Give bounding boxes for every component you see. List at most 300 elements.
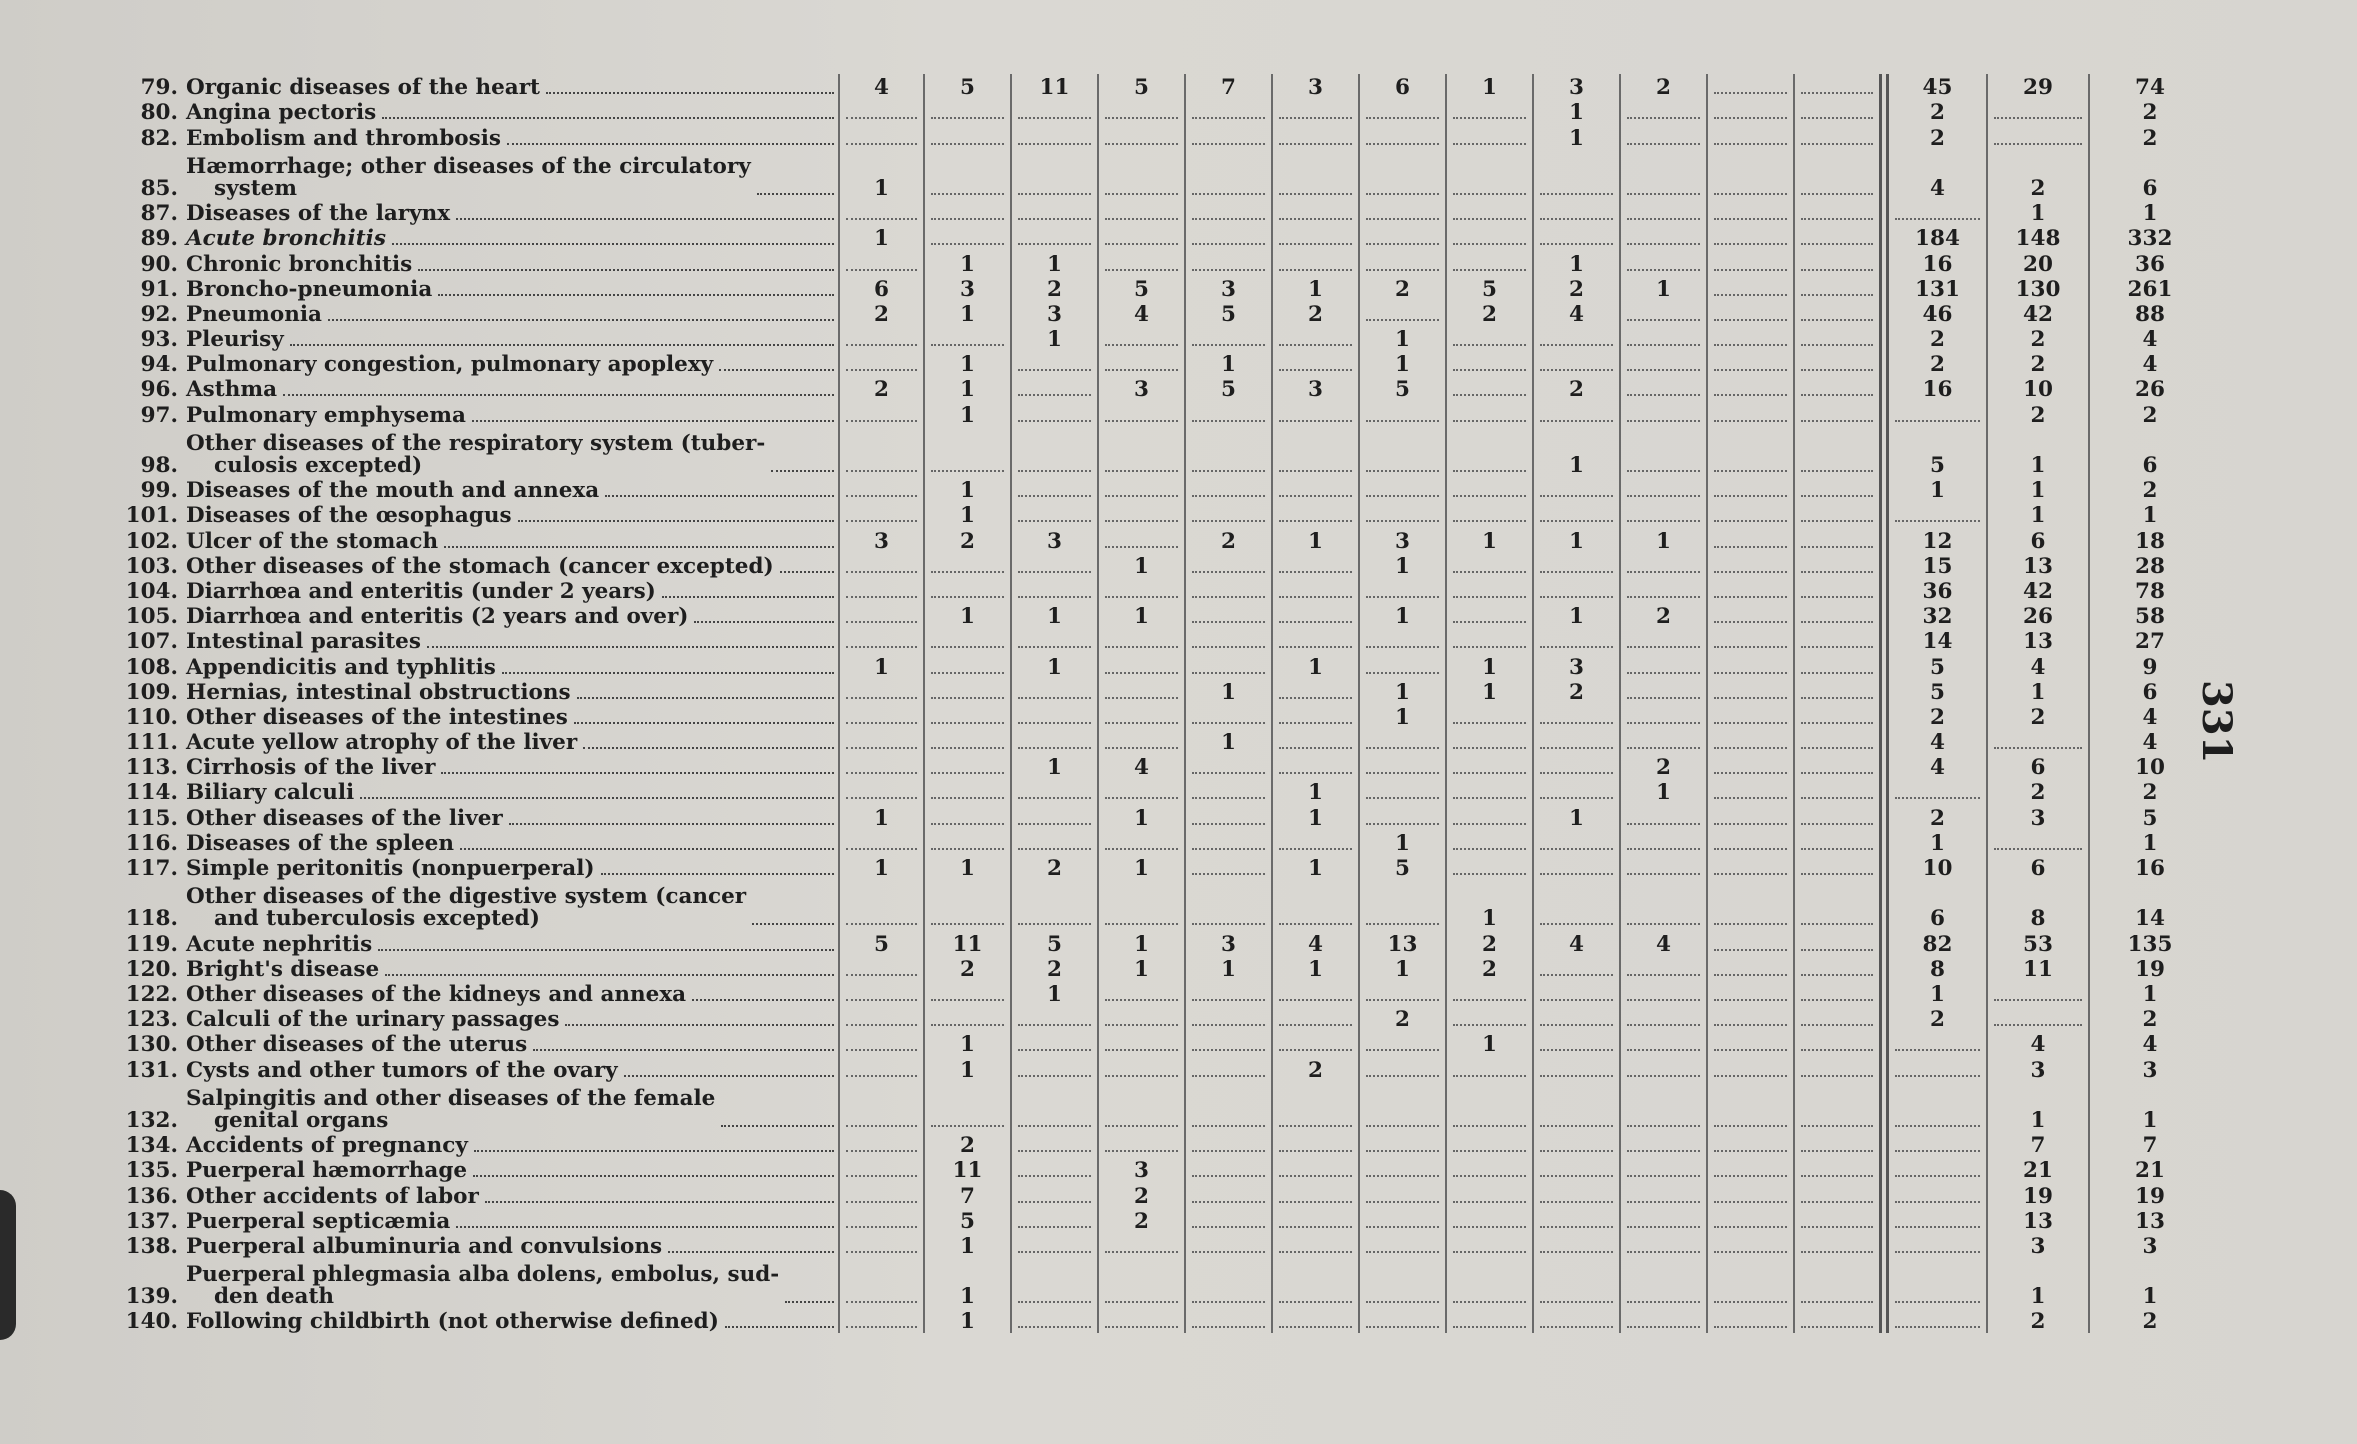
value-cell <box>1099 704 1186 729</box>
value-cell <box>1795 1182 1882 1207</box>
value-cell <box>1186 1308 1273 1333</box>
value-cell: 1 <box>1447 679 1534 704</box>
total-cell: 3 <box>1988 1233 2090 1258</box>
value-cell <box>1795 74 1882 99</box>
value-cell: 5 <box>1099 74 1186 99</box>
table-row <box>120 427 2210 477</box>
value-cell: 1 <box>925 855 1012 880</box>
cause-label <box>178 77 540 99</box>
total-cell: 4 <box>1886 150 1988 200</box>
cause-text: Calculi of the urinary passages <box>186 1009 560 1032</box>
value-cell: 2 <box>1099 1208 1186 1233</box>
value-cell <box>925 779 1012 804</box>
total-cell: 2 <box>1988 326 2090 351</box>
value-cell <box>838 1031 925 1056</box>
dot-leader <box>418 269 834 271</box>
value-cell <box>1795 124 1882 149</box>
dot-leader <box>328 319 834 321</box>
cause-label <box>178 1311 719 1333</box>
value-cell <box>1621 1308 1708 1333</box>
value-cell <box>1099 830 1186 855</box>
value-cell: 1 <box>1012 653 1099 678</box>
total-cell: 8 <box>1886 956 1988 981</box>
value-cell: 1 <box>838 653 925 678</box>
value-cell <box>1795 276 1882 301</box>
total-cell: 28 <box>2135 553 2165 579</box>
value-cell <box>1795 250 1882 275</box>
cause-label <box>178 304 322 326</box>
value-cells <box>838 1182 2210 1207</box>
value-cell: 2 <box>1273 301 1360 326</box>
total-cell: 88 <box>2135 301 2165 327</box>
total-cell: 131 <box>1886 276 1988 301</box>
value-cell <box>1099 729 1186 754</box>
cause-number: 111. <box>125 732 178 755</box>
value-cell <box>1534 855 1621 880</box>
value-cell <box>1186 225 1273 250</box>
value-cell: 3 <box>1099 376 1186 401</box>
table-row <box>120 1157 2210 1182</box>
value-cell <box>1273 99 1360 124</box>
value-cell <box>1012 1308 1099 1333</box>
value-cell <box>1621 1182 1708 1207</box>
value-cell <box>838 124 925 149</box>
value-cell: 1 <box>925 502 1012 527</box>
value-cell <box>1186 981 1273 1006</box>
value-cells <box>838 1082 2210 1132</box>
value-cell: 1 <box>1012 326 1099 351</box>
dot-leader <box>692 999 834 1001</box>
total-cell <box>1886 1082 1988 1132</box>
value-cell: 13 <box>1360 930 1447 955</box>
total-cell: 21 <box>1988 1157 2090 1182</box>
value-cell <box>1360 1182 1447 1207</box>
value-cell <box>1273 401 1360 426</box>
cause-number: 103. <box>125 555 178 578</box>
value-cell <box>1273 1208 1360 1233</box>
cause-text: Other diseases of the stomach (cancer excepted) <box>186 555 774 578</box>
value-cell <box>925 704 1012 729</box>
cause-number: 80. <box>140 102 178 125</box>
cause-number: 92. <box>140 303 178 326</box>
total-cell: 2 <box>1886 99 1988 124</box>
value-cell <box>1360 200 1447 225</box>
value-cell: 2 <box>1447 930 1534 955</box>
value-cell <box>1795 754 1882 779</box>
value-cell <box>1447 225 1534 250</box>
value-cell <box>925 830 1012 855</box>
value-cell <box>1273 830 1360 855</box>
value-cell: 2 <box>1186 527 1273 552</box>
total-cell: 2 <box>1988 704 2090 729</box>
value-cell <box>1534 1132 1621 1157</box>
total-cell: 19 <box>1988 1182 2090 1207</box>
value-cell <box>1099 225 1186 250</box>
total-cell: 10 <box>1886 855 1988 880</box>
total-cell: 14 <box>2135 906 2165 932</box>
total-cell: 26 <box>1988 603 2090 628</box>
value-cell <box>838 679 925 704</box>
cause-cell <box>120 833 838 855</box>
dot-leader <box>509 823 834 825</box>
value-cell <box>1447 830 1534 855</box>
value-cell <box>1186 124 1273 149</box>
cause-number: 113. <box>125 757 178 780</box>
value-cell: 2 <box>1099 1182 1186 1207</box>
value-cell <box>1621 1208 1708 1233</box>
cause-number: 105. <box>125 606 178 629</box>
value-cell: 5 <box>838 930 925 955</box>
value-cell <box>1360 99 1447 124</box>
cause-cell <box>120 1264 838 1308</box>
value-cell: 1 <box>1186 956 1273 981</box>
cause-text: Puerperal septicæmia <box>186 1210 451 1233</box>
value-cell <box>838 1006 925 1031</box>
total-cell: 4 <box>1988 1031 2090 1056</box>
value-cell <box>1360 401 1447 426</box>
value-cell <box>838 99 925 124</box>
cause-label <box>178 657 496 679</box>
value-cell: 6 <box>838 276 925 301</box>
total-cell: 6 <box>1988 855 2090 880</box>
total-cell: 36 <box>2135 251 2165 277</box>
table-row <box>120 603 2210 628</box>
cause-text: Other diseases of the kidneys and annexa <box>186 983 687 1006</box>
cause-label <box>178 329 284 351</box>
value-cell <box>1012 477 1099 502</box>
total-cell: 16 <box>2135 856 2165 882</box>
total-cell: 1 <box>2142 1107 2158 1133</box>
value-cell <box>925 578 1012 603</box>
value-cell <box>1447 427 1534 477</box>
value-cell <box>1447 1258 1534 1308</box>
total-cell: 130 <box>1988 276 2090 301</box>
value-cell <box>1795 1132 1882 1157</box>
value-cell <box>838 578 925 603</box>
table-row <box>120 527 2210 552</box>
value-cell <box>1534 1031 1621 1056</box>
value-cells <box>838 679 2210 704</box>
dot-leader <box>624 1075 834 1077</box>
total-cell: 1 <box>2142 1284 2158 1310</box>
table-row <box>120 301 2210 326</box>
value-cell <box>1795 729 1882 754</box>
value-cell <box>1186 754 1273 779</box>
total-cell: 3 <box>1988 804 2090 829</box>
value-cell <box>1708 250 1795 275</box>
value-cell <box>925 150 1012 200</box>
cause-cell <box>120 1034 838 1056</box>
dot-leader <box>577 697 834 699</box>
cause-label <box>178 581 656 603</box>
value-cell <box>1621 376 1708 401</box>
value-cell <box>1534 326 1621 351</box>
value-cell: 1 <box>1012 250 1099 275</box>
value-cell: 1 <box>1360 679 1447 704</box>
cause-text-continued: system <box>214 175 298 200</box>
total-cell: 4 <box>1886 729 1988 754</box>
table-row <box>120 1031 2210 1056</box>
value-cell: 5 <box>1186 376 1273 401</box>
value-cell <box>1012 1233 1099 1258</box>
value-cell <box>838 401 925 426</box>
value-cells <box>838 200 2210 225</box>
total-cell: 14 <box>1886 628 1988 653</box>
total-cell: 19 <box>2135 956 2165 982</box>
value-cell <box>1273 502 1360 527</box>
total-cell: 74 <box>2135 75 2165 101</box>
value-cell: 1 <box>1360 603 1447 628</box>
value-cells <box>838 1056 2210 1081</box>
value-cell <box>1708 830 1795 855</box>
value-cell <box>1360 1031 1447 1056</box>
total-cell: 2 <box>1886 704 1988 729</box>
value-cell <box>1708 729 1795 754</box>
value-cell <box>1099 1056 1186 1081</box>
value-cell: 1 <box>925 250 1012 275</box>
value-cell <box>1534 880 1621 930</box>
value-cell <box>1708 804 1795 829</box>
value-cell <box>1012 1031 1099 1056</box>
total-cell: 8 <box>1988 880 2090 930</box>
total-cell: 6 <box>2142 175 2158 201</box>
value-cell <box>838 1182 925 1207</box>
total-cell: 32 <box>1886 603 1988 628</box>
value-cell <box>838 1233 925 1258</box>
total-cell: 11 <box>1988 956 2090 981</box>
cause-text: Cysts and other tumors of the ovary <box>186 1059 618 1082</box>
cause-text: Pulmonary emphysema <box>186 404 466 427</box>
total-cell <box>1988 99 2090 124</box>
value-cell <box>1273 427 1360 477</box>
value-cell <box>1621 99 1708 124</box>
table-row <box>120 880 2210 930</box>
value-cell <box>1012 1006 1099 1031</box>
value-cell <box>1186 427 1273 477</box>
cause-label <box>178 1160 467 1182</box>
cause-label <box>178 631 421 653</box>
value-cell <box>1534 779 1621 804</box>
dot-leader <box>719 369 834 371</box>
total-cell: 4 <box>1988 653 2090 678</box>
value-cell <box>925 99 1012 124</box>
value-cell <box>1186 200 1273 225</box>
value-cell: 1 <box>1099 553 1186 578</box>
value-cell: 3 <box>1273 376 1360 401</box>
value-cell <box>1621 124 1708 149</box>
value-cell <box>1708 1132 1795 1157</box>
value-cell <box>1621 250 1708 275</box>
value-cell <box>1447 628 1534 653</box>
total-cell: 1 <box>1988 679 2090 704</box>
value-cell: 11 <box>1012 74 1099 99</box>
value-cell <box>1012 200 1099 225</box>
total-cell <box>1886 1258 1988 1308</box>
cause-cell <box>120 1236 838 1258</box>
value-cell: 4 <box>838 74 925 99</box>
value-cell <box>1708 1308 1795 1333</box>
cause-cell <box>120 354 838 376</box>
cause-text: Diseases of the spleen <box>186 832 454 855</box>
value-cell <box>1099 1006 1186 1031</box>
value-cell <box>1708 200 1795 225</box>
value-cell <box>1360 502 1447 527</box>
cause-label <box>178 732 577 754</box>
cause-cell <box>120 631 838 653</box>
cause-number: 79. <box>140 77 178 100</box>
value-cell <box>1186 1031 1273 1056</box>
value-cell <box>1273 1082 1360 1132</box>
value-cell: 1 <box>1273 276 1360 301</box>
total-cell <box>1886 1208 1988 1233</box>
value-cell <box>1621 628 1708 653</box>
value-cell <box>1708 351 1795 376</box>
value-cell: 1 <box>925 1056 1012 1081</box>
total-cell: 13 <box>1988 1208 2090 1233</box>
total-cell: 19 <box>2135 1183 2165 1209</box>
total-cell: 4 <box>2142 352 2158 378</box>
value-cell <box>1621 477 1708 502</box>
value-cell <box>1012 124 1099 149</box>
total-cell <box>1988 124 2090 149</box>
value-cell <box>1708 74 1795 99</box>
value-cell: 2 <box>1621 74 1708 99</box>
table-row <box>120 502 2210 527</box>
cause-label <box>178 1186 479 1208</box>
table-row <box>120 804 2210 829</box>
table-row <box>120 1082 2210 1132</box>
cause-text: Salpingitis and other diseases of the female <box>186 1087 716 1111</box>
total-cell: 42 <box>1988 301 2090 326</box>
value-cells <box>838 880 2210 930</box>
value-cell <box>1360 578 1447 603</box>
value-cell <box>1795 804 1882 829</box>
cause-text-continued: den death <box>214 1284 335 1309</box>
cause-text: Simple peritonitis (nonpuerperal) <box>186 858 595 881</box>
table-row <box>120 1182 2210 1207</box>
cause-text: Other accidents of labor <box>186 1185 479 1208</box>
value-cell <box>1360 981 1447 1006</box>
total-cell <box>1886 502 1988 527</box>
table-row <box>120 1258 2210 1308</box>
total-cell: 78 <box>2135 578 2165 604</box>
cause-text: Angina pectoris <box>186 102 377 125</box>
total-cell <box>1886 1182 1988 1207</box>
table-row <box>120 729 2210 754</box>
value-cell <box>1186 502 1273 527</box>
value-cell <box>1708 301 1795 326</box>
value-cell <box>838 1157 925 1182</box>
binding-shadow <box>0 1190 16 1340</box>
value-cell: 2 <box>1012 956 1099 981</box>
cause-text: Hæmorrhage; other diseases of the circulatory <box>186 155 751 179</box>
table-row <box>120 74 2210 99</box>
value-cell: 1 <box>925 1031 1012 1056</box>
value-cells <box>838 804 2210 829</box>
dot-leader <box>438 294 834 296</box>
total-cell: 42 <box>1988 578 2090 603</box>
value-cell <box>925 679 1012 704</box>
total-cell <box>1886 200 1988 225</box>
value-cell <box>1012 427 1099 477</box>
value-cell <box>1447 704 1534 729</box>
value-cell <box>1012 502 1099 527</box>
value-cell <box>1186 99 1273 124</box>
value-cell <box>1708 1258 1795 1308</box>
cause-number: 87. <box>140 203 178 226</box>
total-cell: 53 <box>1988 930 2090 955</box>
value-cell <box>1708 502 1795 527</box>
value-cell <box>1012 880 1099 930</box>
total-cell: 2 <box>1886 1006 1988 1031</box>
total-cell: 2 <box>2142 1007 2158 1033</box>
value-cell <box>1795 855 1882 880</box>
value-cells <box>838 150 2210 200</box>
cause-number: 122. <box>125 983 178 1006</box>
value-cell <box>1621 653 1708 678</box>
value-cell <box>1708 880 1795 930</box>
dot-leader <box>518 520 834 522</box>
value-cell <box>1186 804 1273 829</box>
cause-label <box>178 531 438 553</box>
value-cell <box>1186 553 1273 578</box>
value-cell <box>1708 754 1795 779</box>
value-cell: 1 <box>1447 527 1534 552</box>
total-cell <box>1886 1157 1988 1182</box>
cause-number: 118. <box>125 906 178 931</box>
dot-leader <box>474 1150 834 1152</box>
table-row <box>120 653 2210 678</box>
value-cell <box>1099 1082 1186 1132</box>
value-cell <box>1795 376 1882 401</box>
cause-text: Ulcer of the stomach <box>186 530 439 553</box>
total-cell: 5 <box>2142 805 2158 831</box>
total-cell: 2 <box>1886 326 1988 351</box>
value-cell: 4 <box>1099 301 1186 326</box>
value-cell <box>1273 124 1360 149</box>
value-cell <box>925 1082 1012 1132</box>
cause-text: Other diseases of the respiratory system (tuber- <box>186 433 766 457</box>
value-cell <box>1534 956 1621 981</box>
cause-text: Hernias, intestinal obstructions <box>186 681 571 704</box>
value-cell: 1 <box>1273 956 1360 981</box>
total-cell <box>1988 729 2090 754</box>
value-cell <box>838 830 925 855</box>
value-cell: 3 <box>1534 653 1621 678</box>
value-cell: 2 <box>1360 1006 1447 1031</box>
cause-label <box>178 959 379 981</box>
total-cell: 13 <box>1988 553 2090 578</box>
cause-label <box>178 1211 450 1233</box>
value-cells <box>838 527 2210 552</box>
cause-text: Diarrhœa and enteritis (2 years and over) <box>186 606 689 629</box>
value-cells <box>838 301 2210 326</box>
cause-text: Chronic bronchitis <box>186 253 413 276</box>
cause-cell <box>120 1135 838 1157</box>
value-cell <box>1447 779 1534 804</box>
cause-number: 108. <box>125 656 178 679</box>
table-row <box>120 225 2210 250</box>
dot-leader <box>605 495 834 497</box>
value-cell <box>838 427 925 477</box>
value-cell <box>1273 200 1360 225</box>
value-cell <box>1273 603 1360 628</box>
value-cell <box>1360 301 1447 326</box>
total-cell <box>1886 779 1988 804</box>
value-cell <box>1621 704 1708 729</box>
value-cell <box>1795 880 1882 930</box>
cause-label <box>178 433 765 477</box>
